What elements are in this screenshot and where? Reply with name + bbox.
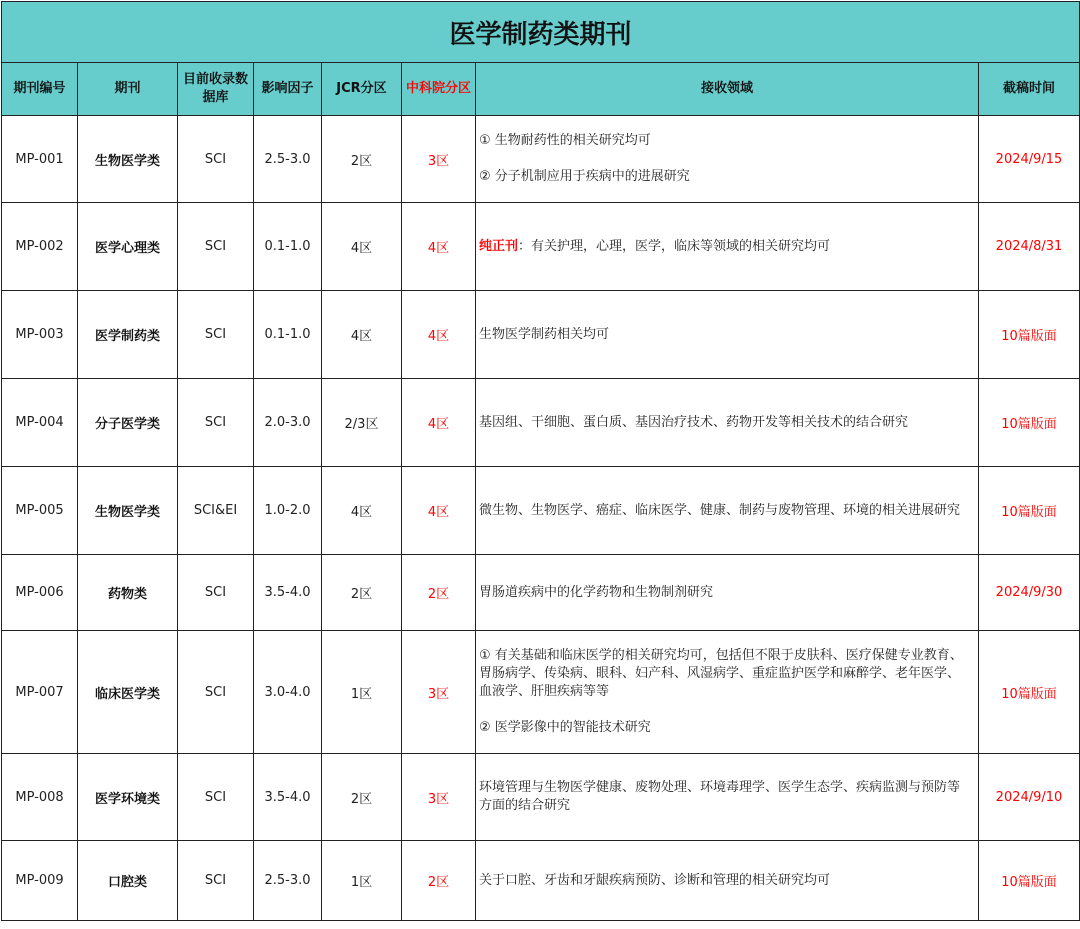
impact-factor-cell: 0.1-1.0 bbox=[254, 203, 322, 291]
scope-text: ② 分子机制应用于疾病中的进展研究 bbox=[479, 169, 690, 184]
jcr-zone-cell: 2区 bbox=[322, 116, 402, 203]
cas-zone-cell: 3区 bbox=[402, 631, 476, 754]
jcr-zone-cell: 1区 bbox=[322, 841, 402, 921]
deadline-cell: 10篇版面 bbox=[979, 291, 1080, 379]
deadline-cell: 2024/9/30 bbox=[979, 555, 1080, 631]
database-cell: SCI bbox=[178, 841, 254, 921]
jcr-zone-cell: 2/3区 bbox=[322, 379, 402, 467]
journal-name-cell: 口腔类 bbox=[78, 841, 178, 921]
header-cas: 中科院分区 bbox=[402, 63, 476, 116]
scope-text: 生物医学制药相关均可 bbox=[479, 326, 610, 342]
database-cell: SCI bbox=[178, 116, 254, 203]
scope-text: 微生物、生物医学、癌症、临床医学、健康、制药与废物管理、环境的相关进展研究 bbox=[479, 502, 961, 518]
impact-factor-cell: 0.1-1.0 bbox=[254, 291, 322, 379]
impact-factor-cell: 2.0-3.0 bbox=[254, 379, 322, 467]
journal-id-cell: MP-009 bbox=[2, 841, 78, 921]
impact-factor-cell: 2.5-3.0 bbox=[254, 116, 322, 203]
scope-cell bbox=[476, 116, 979, 203]
journal-name-cell: 药物类 bbox=[78, 555, 178, 631]
cas-zone-cell: 3区 bbox=[402, 754, 476, 841]
scope-cell bbox=[476, 754, 979, 841]
impact-factor-cell: 3.0-4.0 bbox=[254, 631, 322, 754]
scope-cell bbox=[476, 841, 979, 921]
journal-name-cell: 分子医学类 bbox=[78, 379, 178, 467]
scope-cell bbox=[476, 631, 979, 754]
journal-name-cell: 医学制药类 bbox=[78, 291, 178, 379]
page-title: 医学制药类期刊 bbox=[2, 2, 1080, 63]
deadline-cell: 10篇版面 bbox=[979, 841, 1080, 921]
jcr-zone-cell: 4区 bbox=[322, 203, 402, 291]
header-id: 期刊编号 bbox=[2, 63, 78, 116]
journal-id-cell: MP-001 bbox=[2, 116, 78, 203]
jcr-zone-cell: 4区 bbox=[322, 291, 402, 379]
deadline-cell: 10篇版面 bbox=[979, 631, 1080, 754]
journal-id-cell: MP-007 bbox=[2, 631, 78, 754]
table-row bbox=[2, 203, 1080, 291]
deadline-cell: 10篇版面 bbox=[979, 379, 1080, 467]
impact-factor-cell: 2.5-3.0 bbox=[254, 841, 322, 921]
deadline-cell: 2024/8/31 bbox=[979, 203, 1080, 291]
header-impact-factor: 影响因子 bbox=[254, 63, 322, 116]
deadline-cell: 2024/9/10 bbox=[979, 754, 1080, 841]
table-row bbox=[2, 555, 1080, 631]
jcr-zone-cell: 2区 bbox=[322, 555, 402, 631]
journal-id-cell: MP-006 bbox=[2, 555, 78, 631]
journal-id-cell: MP-008 bbox=[2, 754, 78, 841]
scope-cell bbox=[476, 555, 979, 631]
scope-text: ② 医学影像中的智能技术研究 bbox=[479, 720, 651, 735]
journal-name-cell: 生物医学类 bbox=[78, 467, 178, 555]
journal-name-cell: 医学环境类 bbox=[78, 754, 178, 841]
journal-id-cell: MP-003 bbox=[2, 291, 78, 379]
scope-cell bbox=[476, 467, 979, 555]
scope-cell bbox=[476, 379, 979, 467]
table-row bbox=[2, 379, 1080, 467]
impact-factor-cell: 3.5-4.0 bbox=[254, 754, 322, 841]
table-row bbox=[2, 631, 1080, 754]
database-cell: SCI bbox=[178, 555, 254, 631]
scope-text: 环境管理与生物医学健康、废物处理、环境毒理学、医学生态学、疾病监测与预防等方面的结合研究 bbox=[479, 780, 961, 813]
scope-text: ① 有关基础和临床医学的相关研究均可，包括但不限于皮肤科、医疗保健专业教育、胃肠病学、传染病、眼科、妇产科、风湿病学、重症监护医学和麻醉学、老年医学、血液学、肝胆疾病等等 bbox=[479, 648, 963, 699]
database-cell: SCI bbox=[178, 631, 254, 754]
database-cell: SCI&EI bbox=[178, 467, 254, 555]
journal-id-cell: MP-004 bbox=[2, 379, 78, 467]
scope-text: 基因组、干细胞、蛋白质、基因治疗技术、药物开发等相关技术的结合研究 bbox=[479, 414, 909, 430]
journal-id-cell: MP-005 bbox=[2, 467, 78, 555]
cas-zone-cell: 3区 bbox=[402, 116, 476, 203]
journal-table bbox=[1, 1, 1080, 921]
scope-text: 胃肠道疾病中的化学药物和生物制剂研究 bbox=[479, 584, 714, 600]
journal-name-cell: 医学心理类 bbox=[78, 203, 178, 291]
scope-text: ① 生物耐药性的相关研究均可 bbox=[479, 133, 651, 148]
journal-name-cell: 临床医学类 bbox=[78, 631, 178, 754]
cas-zone-cell: 4区 bbox=[402, 203, 476, 291]
header-database: 目前收录数据库 bbox=[178, 63, 254, 116]
header-journal: 期刊 bbox=[78, 63, 178, 116]
cas-zone-cell: 2区 bbox=[402, 841, 476, 921]
header-deadline: 截稿时间 bbox=[979, 63, 1080, 116]
database-cell: SCI bbox=[178, 203, 254, 291]
cas-zone-cell: 4区 bbox=[402, 467, 476, 555]
database-cell: SCI bbox=[178, 291, 254, 379]
scope-text: 关于口腔、牙齿和牙龈疾病预防、诊断和管理的相关研究均可 bbox=[479, 872, 831, 888]
database-cell: SCI bbox=[178, 379, 254, 467]
cas-zone-cell: 2区 bbox=[402, 555, 476, 631]
journal-id-cell: MP-002 bbox=[2, 203, 78, 291]
jcr-zone-cell: 2区 bbox=[322, 754, 402, 841]
table-row bbox=[2, 116, 1080, 203]
header-row bbox=[2, 63, 1080, 116]
jcr-zone-cell: 4区 bbox=[322, 467, 402, 555]
impact-factor-cell: 3.5-4.0 bbox=[254, 555, 322, 631]
table-row bbox=[2, 291, 1080, 379]
table-row bbox=[2, 467, 1080, 555]
scope-cell bbox=[476, 291, 979, 379]
cas-zone-cell: 4区 bbox=[402, 291, 476, 379]
table-row bbox=[2, 841, 1080, 921]
header-scope: 接收领域 bbox=[476, 63, 979, 116]
table-row bbox=[2, 754, 1080, 841]
impact-factor-cell: 1.0-2.0 bbox=[254, 467, 322, 555]
database-cell: SCI bbox=[178, 754, 254, 841]
cas-zone-cell: 4区 bbox=[402, 379, 476, 467]
deadline-cell: 2024/9/15 bbox=[979, 116, 1080, 203]
scope-text: ：有关护理，心理，医学，临床等领域的相关研究均可 bbox=[518, 238, 831, 254]
journal-name-cell: 生物医学类 bbox=[78, 116, 178, 203]
scope-cell bbox=[476, 203, 979, 291]
jcr-zone-cell: 1区 bbox=[322, 631, 402, 754]
scope-tag: 纯正刊 bbox=[479, 238, 519, 254]
header-jcr: JCR分区 bbox=[322, 63, 402, 116]
deadline-cell: 10篇版面 bbox=[979, 467, 1080, 555]
